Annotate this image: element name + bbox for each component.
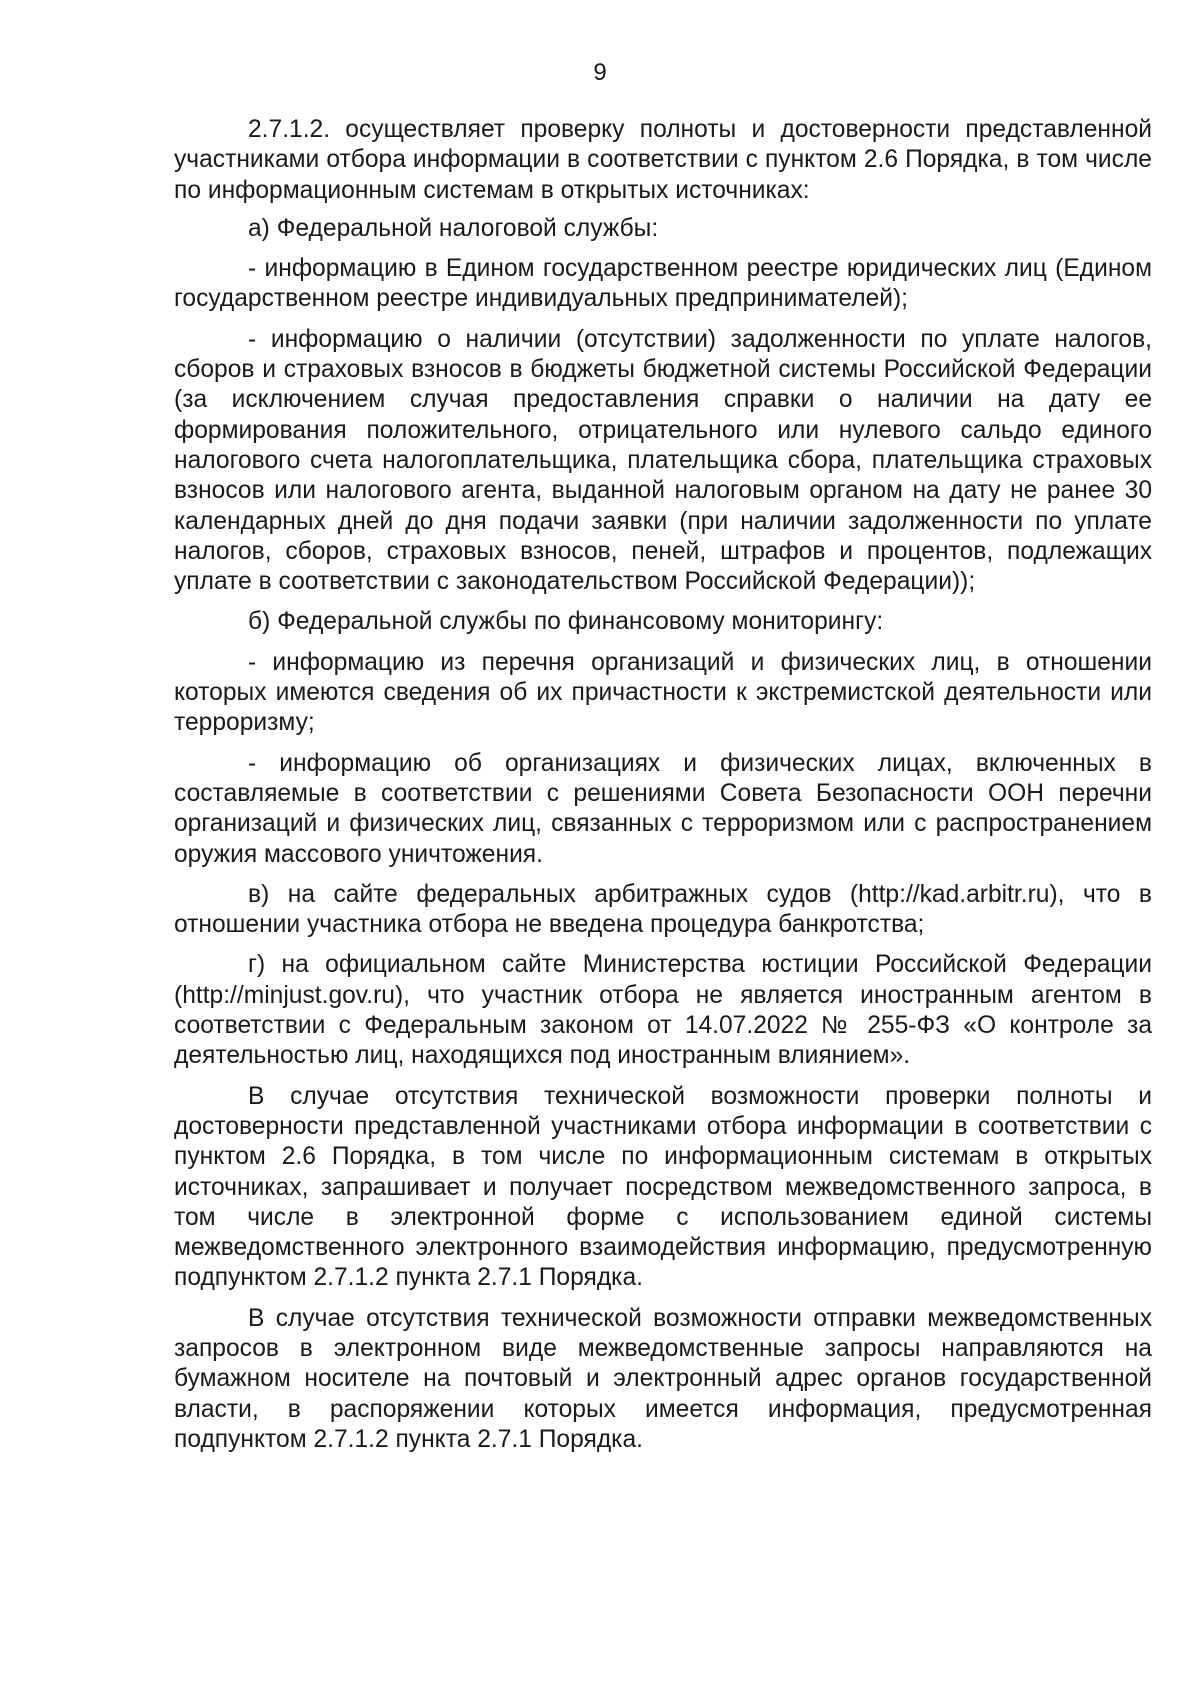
paragraph-extremism-list: - информацию из перечня организаций и физических лиц, в отношении которых имеются сведения об их причастности к экстремистской деятельности или терроризму; [174,648,1152,737]
paragraph-un-security-council: - информацию об организациях и физических лицах, включенных в составляемые в соответствии с решениями Совета Безопасности ООН перечни организаций и физических лиц, связанных с терроризмом или с распространением оружия массового уничтожения. [174,749,1152,868]
paragraph-paper-request: В случае отсутствия технической возможности отправки межведомственных запросов в электронном виде межведомственные запросы направляются на бумажном носителе на почтовый и электронный адрес органов государственной власти, в распоряжении которых имеется информация, предусмотренная подпунктом 2.7.1.2 пункта 2.7.1 Порядка. [174,1304,1152,1453]
paragraph-g-minjust: г) на официальном сайте Министерства юстиции Российской Федерации (http://minjust.gov.ru), что участник отбора не является иностранным агентом в соответствии с Федеральным законом от 14.07.2022 № 255-ФЗ «О контроле за деятельностью лиц, находящихся под иностранным влиянием». [174,951,1152,1070]
document-body [174,115,1152,1465]
paragraph-egrul: - информацию в Едином государственном реестре юридических лиц (Едином государственном реестре индивидуальных предпринимателей); [174,255,1152,313]
paragraph-a-fns: а) Федеральной налоговой службы: [248,214,659,242]
paragraph-b-rosfinmonitoring: б) Федеральной службы по финансовому мониторингу: [248,608,884,636]
paragraph-tax-debt: - информацию о наличии (отсутствии) задолженности по уплате налогов, сборов и страховых взносов в бюджеты бюджетной системы Российской Федерации (за исключением случая предоставления справки о наличии на дату ее формирования положительного, отрицательного или нулевого сальдо единого налогового счета налогоплательщика, плательщика сбора, плательщика страховых взносов или налогового агента, выданной налоговым органом на дату не ранее 30 календарных дней до дня подачи заявки (при наличии задолженности по уплате налогов, сборов, страховых взносов, пеней, штрафов и процентов, подлежащих уплате в соответствии с законодательством Российской Федерации)); [174,325,1152,596]
paragraph-v-arbitration: в) на сайте федеральных арбитражных судов (http://kad.arbitr.ru), что в отношении участника отбора не введена процедура банкротства; [174,880,1152,939]
paragraph-2-7-1-2: 2.7.1.2. осуществляет проверку полноты и достоверности представленной участниками отбора информации в соответствии с пунктом 2.6 Порядка, в том числе по информационным системам в открытых источниках: [174,116,1152,204]
page-number: 9 [593,59,607,86]
paragraph-interagency-request: В случае отсутствия технической возможности проверки полноты и достоверности представленной участниками отбора информации в соответствии с пунктом 2.6 Порядка, в том числе по информационным системам в открытых источниках, запрашивает и получает посредством межведомственного запроса, в том числе в электронной форме с использованием единой системы межведомственного электронного взаимодействия информацию, предусмотренную подпунктом 2.7.1.2 пункта 2.7.1 Порядка. [174,1082,1152,1292]
